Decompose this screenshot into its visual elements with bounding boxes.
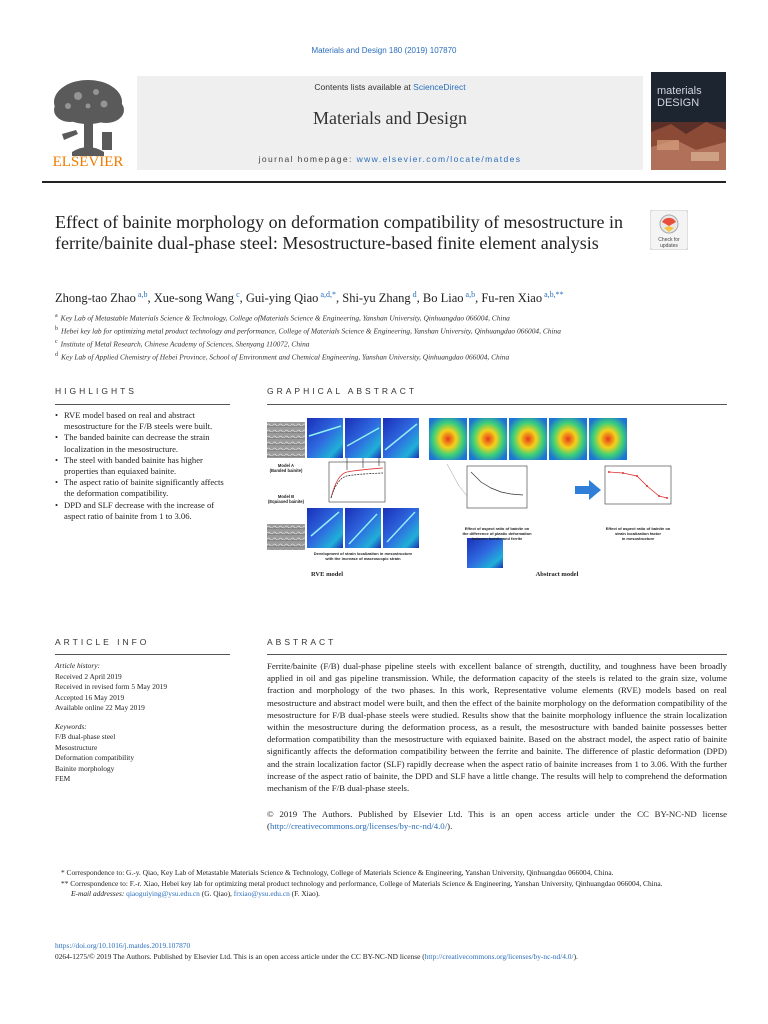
abstract-rule [267,654,727,655]
svg-text:(Equiaxed bainite): (Equiaxed bainite) [267,499,305,504]
author-affiliation-marker[interactable]: a,b [137,290,148,299]
elsevier-tree-icon [42,72,134,170]
author-name[interactable]: Zhong-tao Zhao [55,291,136,306]
elsevier-logo[interactable] [42,72,134,170]
fem-a-3 [383,418,419,458]
svg-text:Effect of aspect ratio of bain: Effect of aspect ratio of bainite on [464,526,530,531]
masthead-center [137,76,643,170]
abstract-fem-5 [589,418,627,460]
author-affiliation-marker[interactable]: a,b [465,290,476,299]
author-name[interactable]: Xue-song Wang [153,291,235,306]
email-addresses: E-mail addresses: qiaoguiying@ysu.edu.cn (G. Qiao), frxiao@ysu.edu.cn (F. Xiao). [71,889,321,898]
history-list [55,672,235,714]
history-item: Received 2 April 2019 [55,671,122,681]
correspondence-1: * Correspondence to: G.-y. Qiao, Key Lab of Metastable Materials Science & Technology, College of Materials Science & Engineering, Yanshan University, Qinhuangdao 066004, China. [61,868,614,877]
svg-text:in mesostructure: in mesostructure [621,536,655,541]
email-link-xiao[interactable]: frxiao@ysu.edu.cn [233,889,290,898]
dpd-chart [467,466,527,508]
check-for-updates-badge[interactable] [650,210,688,250]
affiliation-item: $^d$ Key Lab of Applied Chemistry of Hebei Province, School of Environment and Chemical Engineering, Yanshan University, Qinhuangdao 066004, China [55,351,510,362]
svg-text:Effect of aspect ratio of bain: Effect of aspect ratio of bainite on [605,526,671,531]
svg-text:(Banded bainite): (Banded bainite) [269,468,303,473]
footer-license: 0264-1275/© 2019 The Authors. Published by Elsevier Ltd. This is an open access article under the CC BY-NC-ND license (http://creativecommons.org/licenses/by-nc-nd/4.0/). [55,952,578,961]
footer-license-link[interactable]: http://creativecommons.org/licenses/by-nc-nd/4.0/ [424,952,574,961]
article-info-rule [55,654,230,655]
keyword-item[interactable]: Bainite morphology [55,763,115,773]
micrograph-a [267,422,305,458]
history-item: Accepted 16 May 2019 [55,692,125,702]
affiliation-item: $^b$ Hebei key lab for optimizing metal product technology and performance, College of Materials Science & Engineering, Yanshan University, Qinhuangdao 066004, China [55,325,561,336]
svg-text:the difference of plastic defo: the difference of plastic deformation [462,531,532,536]
journal-masthead [42,72,726,176]
svg-text:with the increase of macroscop: with the increase of macroscopic strain [325,556,401,561]
abstract-copyright: © 2019 The Authors. Published by Elsevier Ltd. This is an open access article under the CC BY-NC-ND license (http://creativecommons.org/licenses/by-nc-nd/4.0/). [267,809,727,832]
abstract-fem-1 [429,418,467,460]
graphical-abstract-rule [267,404,727,405]
highlights-rule [55,404,230,405]
affiliation-item: $^a$ Key Lab of Metastable Materials Science & Technology, College ofMaterials Science & Engineering, Yanshan University, Qinhuangdao 066004, China [55,313,510,323]
author-affiliation-marker[interactable]: d [412,290,417,299]
author-name[interactable]: Gui-ying Qiao [245,291,319,306]
stress-strain-plot [329,462,385,502]
abstract-model-label: Abstract model [535,571,579,578]
svg-text:strain localization factor: strain localization factor [614,531,662,536]
svg-text:Check for: Check for [658,237,680,243]
doi-link[interactable]: https://doi.org/10.1016/j.matdes.2019.107870 [55,941,191,950]
abstract-fem-4 [549,418,587,460]
highlight-item: • The banded bainite can decrease the strain localization in the mesostructure. [55,432,230,454]
abstract-heading: ABSTRACT [267,637,337,647]
svg-text:between bainite and ferrite: between bainite and ferrite [471,536,523,541]
homepage-line: journal homepage: www.elsevier.com/locate/matdes [258,154,522,164]
keywords-label: Keywords: [55,721,87,731]
highlight-item: • RVE model based on real and abstract mesostructure for the F/B steels were built. [55,410,230,432]
highlight-item: • DPD and SLF decrease with the increase of aspect ratio of bainite from 1 to 3.06. [55,500,230,522]
page-footer [55,940,727,962]
history-label: Article history: [55,661,100,670]
author-name[interactable]: Fu-ren Xiao [481,291,543,306]
header-rule [42,181,726,183]
history-item: Available online 22 May 2019 [55,703,145,712]
svg-text:Model A: Model A [277,463,295,468]
fem-a-2 [345,418,381,458]
journal-homepage-link[interactable]: www.elsevier.com/locate/matdes [356,154,522,164]
history-item: Received in revised form 5 May 2019 [55,682,168,691]
affiliation-item: $^c$ Institute of Metal Research, Chinese Academy of Sciences, Shenyang 110072, China [55,338,310,349]
keywords-list [55,732,235,785]
footnotes [55,868,727,900]
author-list: Zhong-tao Zhao $^{a,b}$, Xue-song Wang $^c$, Gui-ying Qiao $^{a,d,*}$, Shi-yu Zhang $^d$, Bo Liao $^{a,b}$, Fu-ren Xiao $^{a,b,**}$ [55,290,564,306]
keyword-item[interactable]: FEM [55,774,71,783]
author-affiliation-marker[interactable]: c [236,290,240,299]
svg-text:updates: updates [660,243,678,249]
micrograph-b [267,524,305,550]
article-info-heading: ARTICLE INFO [55,637,150,647]
cover-title-1: materials [657,85,702,97]
author-affiliation-marker[interactable]: a,b,** [544,290,564,299]
article-title: Effect of bainite morphology on deformation compatibility of mesostructure in ferrite/bainite dual-phase steel: Mesostructure-based finite element analysis [55,212,624,253]
correspondence-2: ** Correspondence to: F.-r. Xiao, Hebei key lab for optimizing metal product technology and performance, College of Materials Science & Engineering, Yanshan University, Qinhuangdao 066004, China. [61,878,663,888]
highlights-heading: HIGHLIGHTS [55,386,137,396]
abstract-fem-2 [469,418,507,460]
svg-text:Model B: Model B [277,494,295,499]
email-link-qiao[interactable]: qiaoguiying@ysu.edu.cn [126,889,200,898]
svg-text:Development of strain localiza: Development of strain localization in mesostructure [313,551,413,556]
license-link[interactable]: http://creativecommons.org/licenses/by-nc-nd/4.0/ [269,821,448,832]
author-name[interactable]: Shi-yu Zhang [342,291,411,306]
journal-title: Materials and Design [313,108,467,128]
author-name[interactable]: Bo Liao [422,291,464,306]
highlights-list [55,410,230,522]
rve-model-label: RVE model [310,571,344,578]
cover-title-2: DESIGN [657,97,700,109]
keyword-item[interactable]: F/B dual-phase steel [55,732,116,741]
arrow-icon [575,480,601,500]
abstract-bottom-fem [467,538,503,568]
journal-cover-image[interactable] [651,72,726,170]
contents-line: Contents lists available at ScienceDirect [314,82,466,92]
keyword-item[interactable]: Deformation compatibility [55,753,135,762]
highlight-item: • The aspect ratio of bainite significantly affects the deformation compatibility. [55,477,230,499]
slf-chart [605,466,671,504]
highlight-item: • The steel with banded bainite has higher properties than equiaxed bainite. [55,455,230,477]
journal-reference[interactable]: Materials and Design 180 (2019) 107870 [311,46,457,55]
abstract-fem-3 [509,418,547,460]
graphical-abstract-figure[interactable] [267,416,692,584]
sciencedirect-link[interactable]: ScienceDirect [413,82,466,92]
graphical-abstract-heading: GRAPHICAL ABSTRACT [267,386,418,396]
elsevier-wordmark: ELSEVIER [52,154,124,170]
keyword-item[interactable]: Mesostructure [55,742,98,752]
author-affiliation-marker[interactable]: a,d,* [320,290,336,299]
affiliations [55,311,735,363]
article-info-body [55,661,235,785]
abstract-text: Ferrite/bainite (F/B) dual-phase pipeline steels with excellent balance of strength, ductility, and toughness have been broadly applied in oil and gas pipeline transmission. While, the deformation capacity of the steels is related to the grain size, volume fraction and morphology of the two phases. In this work, Representative volume elements (RVE) models based on real mesostructure and abstract model were built, and then the effect of the bainite morphology on the deformation compatibility of the mesostructure for F/B dual-phase steels were studied. Results show that the bainite morphology influence the strain localization within the mesostructure during the deformation process, as a result, the mesostructure with banded bainite possesses better deformation compatibility than the mesostructure with equiaxed bainite. Based on the abstract model, the aspect ratio of bainite significantly affects the deformation compatibility between the ferrite and bainite. The difference of plastic deformation (DPD) and the strain localization factor (SLF) rapidly decrease when the aspect ratio of bainite increases from 1 to 3.06. With the further increase of the aspect ratio of bainite, the DPD and SLF have a little change. The results will help to comprehend the deformation mechanism of the F/B dual-phase steels. [267,661,727,794]
fem-a-1 [307,418,343,458]
